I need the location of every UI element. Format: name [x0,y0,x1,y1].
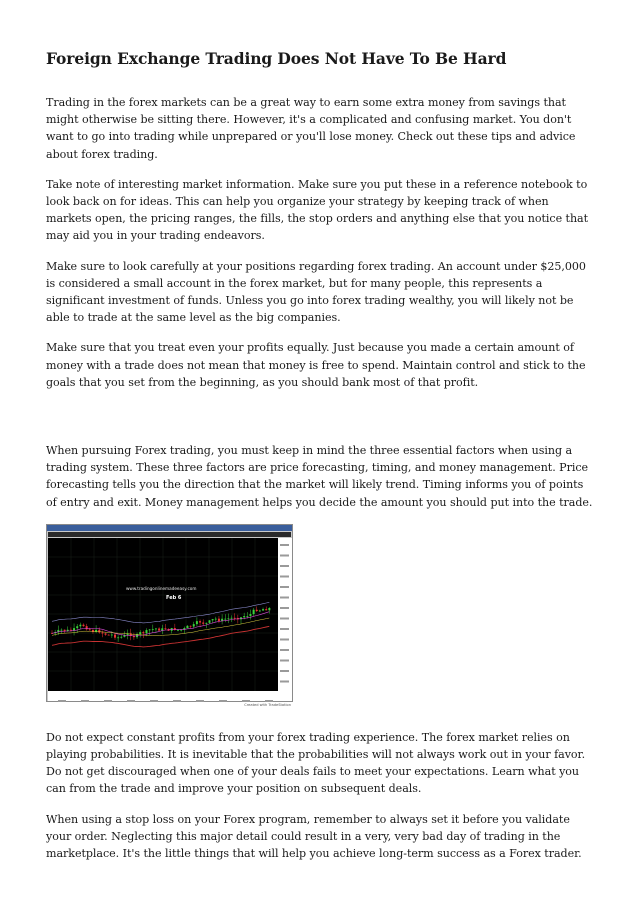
candle-body [174,628,176,630]
price-tick [280,607,289,609]
candle-body [215,619,217,620]
candle-body [114,634,116,637]
candle-body [180,630,182,631]
candlestick-svg [48,538,278,691]
candle-body [64,630,66,631]
candle-body [262,609,264,610]
candle-body [108,635,110,636]
window-titlebar [47,525,292,531]
time-tick [265,700,273,702]
price-tick [280,649,289,651]
candle-body [196,621,198,624]
candle-body [139,632,141,634]
price-tick [280,565,289,567]
time-tick [58,700,66,702]
candle-body [70,630,72,631]
candle-body [253,610,255,614]
time-tick [104,700,112,702]
candle-body [246,616,248,617]
candle-body [190,626,192,627]
paragraph-2: Take note of interesting market information. Make sure you put these in a reference notebook to look back on for ideas. This can help you organize your strategy by keeping track of when markets open, the pricing ranges, the fills, the stop orders and anything else that you notice that may aid you in your trading endeavors. [46,177,589,243]
blank-gap [46,404,596,442]
candle-body [120,637,122,638]
candle-body [205,623,207,624]
candle-body [193,624,195,626]
candle-body [164,628,166,629]
price-tick [280,586,289,588]
candle-body [76,626,78,628]
chart-screenshot-figure [46,524,293,711]
window-statusbar [48,532,291,537]
candle-body [89,629,91,630]
candle-body [60,630,62,631]
price-tick [280,544,289,546]
time-tick [196,700,204,702]
candle-body [218,619,220,621]
price-tick [280,575,289,577]
candle-body [227,618,229,619]
paragraph-3: Make sure to look carefully at your positions regarding forex trading. An account under $25,000 is considered a small account in the forex market, but for many people, this represents a significant investment of funds. Unless you go into forex trading wealthy, you will likely not be able to trade at the same level as the big companies. [46,259,586,325]
price-tick [280,596,289,598]
paragraph-5: When pursuing Forex trading, you must keep in mind the three essential factors when using a trading system. These three factors are price forecasting, timing, and money management. Price forecasting tells you the direction that the market will likely trend. Timing informs you of points of entry and exit. Money management helps you decide the amount you should put into the trade. [46,444,593,509]
price-tick [280,659,289,661]
candle-body [86,626,88,629]
upper-band-line [52,602,269,623]
paragraph-4: Make sure that you treat even your profits equally. Just because you made a certain amount of money with a trade does not mean that money is free to spend. Maintain control and stick to the goals that you set from the beginning, as you should bank most of that profit. [46,341,586,389]
candle-body [256,610,258,611]
candle-body [105,633,107,634]
candle-body [259,610,261,611]
time-tick [173,700,181,702]
price-tick [280,680,289,682]
page-title: Foreign Exchange Trading Does Not Have To Be Hard [46,49,507,68]
feb6-annotation: Feb 6 [166,594,182,601]
candle-body [202,622,204,623]
paragraph-1: Trading in the forex markets can be a great way to earn some extra money from savings that might otherwise be sitting there. However, it's a complicated and confusing market. You don't want to go into trading while unprepared or you'll lose money. Check out these tips and advice about forex trading. [46,96,576,161]
price-tick [280,554,289,556]
candle-body [231,618,233,619]
candle-body [146,630,148,633]
candle-body [155,628,157,629]
candle-body [199,621,201,622]
time-tick [127,700,135,702]
candle-body [209,620,211,623]
candle-body [234,618,236,619]
candle-body [186,626,188,628]
price-axis [278,538,292,691]
candle-body [224,619,226,620]
price-tick [280,638,289,640]
watermark-text: www.tradingonlinemadeeasy.com [126,585,197,591]
time-tick [150,700,158,702]
candle-body [152,629,154,630]
candle-body [101,632,103,633]
figure-credit: Created with TradeStation [244,702,291,707]
candle-body [98,630,100,633]
paragraph-7: When using a stop loss on your Forex program, remember to always set it before you validate your order. Neglecting this major detail could result in a very, very bad day of trading in the marketplace. It's the little things that will help you achieve long-term success as a Forex trader. [46,812,582,861]
candle-body [177,630,179,631]
paragraph-6: Do not expect constant profits from your forex trading experience. The forex market relies on playing probabilities. It is inevitable that the probabilities will not always work out in your favor. Do not get discouraged when one of your deals fails to meet your expectations. Learn what you can from the trade and improve your position on subsequent deals. [46,730,586,796]
candle-body [158,628,160,630]
lower-band-line [52,626,269,647]
time-tick [242,700,250,702]
time-tick [219,700,227,702]
candle-body [249,614,251,616]
candle-body [243,616,245,617]
document-page [46,48,596,875]
candle-body [142,632,144,633]
price-tick [280,670,289,672]
candle-body [83,625,85,626]
trading-window-image [46,524,293,702]
candle-body [149,629,151,630]
candle-body [212,619,214,620]
time-axis [48,691,292,701]
candle-body [265,609,267,610]
time-tick [81,700,89,702]
candle-body [117,637,119,638]
candle-body [268,608,270,610]
candle-body [73,628,75,630]
candle-body [79,625,81,627]
price-tick [280,617,289,619]
candle-body [111,634,113,635]
candlestick-plot [48,538,278,691]
price-tick [280,628,289,630]
